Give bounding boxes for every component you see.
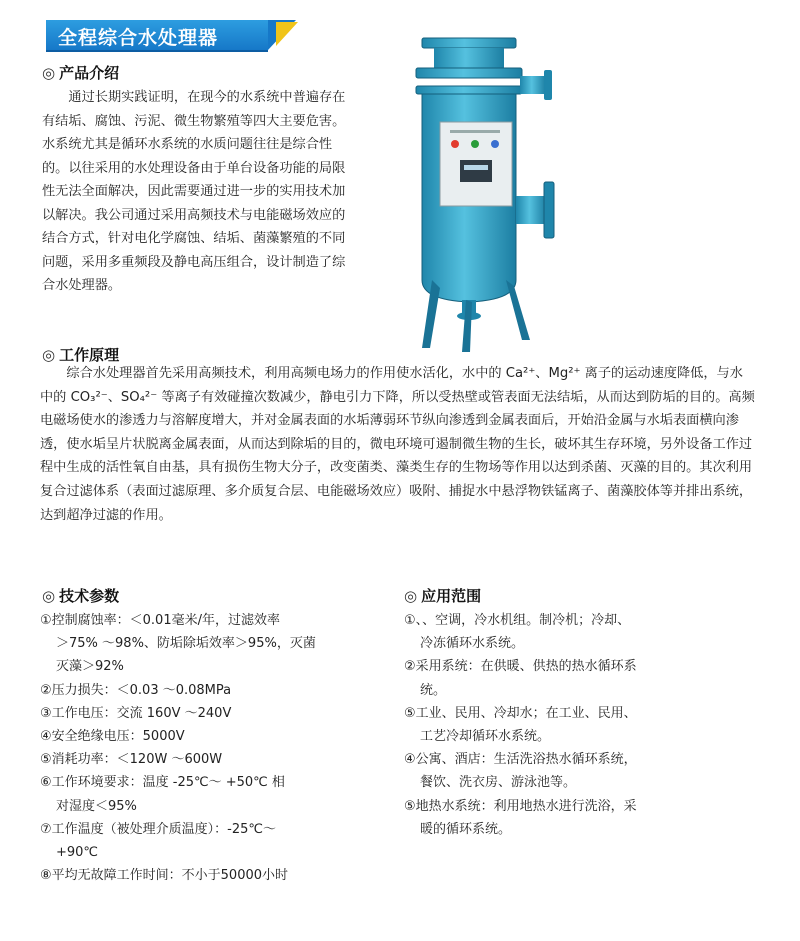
intro-paragraph: 通过长期实践证明，在现今的水系统中普遍存在有结垢、腐蚀、污泥、微生物繁殖等四大主要危害。水系统尤其是循环水系统的水质问题往往是综合性的。以往采用的水处理设备由于单台设备功能的局限性无法全面解决，因此需要通过进一步的实用技术加以解决。我公司通过采用高频技术与电能磁场效应的结合方式，针对电化学腐蚀、结垢、菌藻繁殖的不同问题，采用多重频段及静电高压组合，设计制造了综合水处理器。	[42, 90, 346, 293]
list-item: 工艺冷却循环水系统。	[420, 728, 551, 744]
list-item: ⑤工业、民用、冷却水；在工业、民用、	[404, 705, 637, 721]
apps-heading-text: 应用范围	[421, 587, 482, 605]
list-item: ②压力损失：＜0.03 ～0.08MPa	[40, 682, 232, 698]
list-item: 灭藻＞92%	[56, 659, 124, 675]
list-item: ⑥工作环境要求：温度 -25℃～ +50℃ 相	[40, 775, 285, 791]
apps-heading	[404, 585, 481, 606]
banner-accent-stripe	[276, 22, 298, 46]
principle-paragraph: 综合水处理器首先采用高频技术，利用高频电场力的作用使水活化，水中的 Ca²⁺、Mg²⁺ 离子的运动速度降低，与水中的 CO₃²⁻、SO₄²⁻ 等离子有效碰撞次数减少，静电引力下降，所以受热壁或管表面无法结垢，从而达到防垢的目的。高频电磁场使水的渗透力与溶解度增大，并对金属表面的水垢薄弱环节纵向渗透到金属表面后，开始沿金属与水垢表面横向渗透，使水垢呈片状脱离金属表面，从而达到除垢的目的，微电环境可遏制微生物的生长，破坏其生存环境，另外设备工作过程中生成的活性氧自由基，具有损伤生物大分子，改变菌类、藻类生存的生物场等作用以达到杀菌、灭藻的目的。其次利用复合过滤体系（表面过滤原理、多介质复合层、电能磁场效应）吸附、捕捉水中悬浮物铁锰离子、菌藻胶体等并排出系统，达到超净过滤的作用。	[40, 366, 755, 523]
list-item: ⑤地热水系统：利用地热水进行洗浴，采	[404, 798, 637, 814]
principle-heading-text: 工作原理	[59, 346, 120, 364]
list-item: ④安全绝缘电压：5000V	[40, 728, 185, 744]
list-item: ①、、空调，冷水机组。制冷机；冷却、	[404, 613, 631, 628]
list-item: ⑦工作温度（被处理介质温度）：-25℃～	[40, 821, 276, 837]
apps-list	[404, 609, 637, 841]
intro-heading-text: 产品介绍	[59, 64, 120, 82]
list-item: 暖的循环系统。	[420, 821, 512, 837]
list-item: ②采用系统：在供暖、供热的热水循环系	[404, 659, 637, 675]
list-item: ＞75% ～98%、防垢除垢效率＞95%，灭菌	[56, 636, 316, 652]
circle-bullet-icon: ◎	[42, 64, 56, 82]
list-item: 对湿度＜95%	[56, 798, 137, 814]
params-list	[40, 609, 316, 887]
list-item: ①控制腐蚀率：＜0.01毫米/年，过滤效率	[40, 613, 280, 628]
list-item: ⑧平均无故障工作时间：不小于50000小时	[40, 868, 289, 884]
list-item: ⑤消耗功率：＜120W ～600W	[40, 752, 223, 768]
params-heading	[42, 585, 119, 606]
circle-bullet-icon: ◎	[42, 587, 56, 605]
params-heading-text: 技术参数	[59, 587, 120, 605]
circle-bullet-icon: ◎	[42, 346, 56, 364]
list-item: ③工作电压：交流 160V ～240V	[40, 705, 232, 721]
circle-bullet-icon: ◎	[404, 587, 418, 605]
list-item: 餐饮、洗衣房、游泳池等。	[420, 775, 577, 791]
title-banner	[46, 20, 300, 50]
intro-heading	[42, 62, 119, 83]
list-item: 统。	[420, 682, 447, 698]
page-title: 全程综合水处理器	[58, 27, 219, 49]
list-item: ④公寓、酒店：生活洗浴热水循环系统，	[404, 752, 637, 768]
list-item: +90℃	[56, 844, 99, 860]
water-treatment-device-image	[400, 30, 570, 360]
list-item: 冷冻循环水系统。	[420, 636, 525, 652]
